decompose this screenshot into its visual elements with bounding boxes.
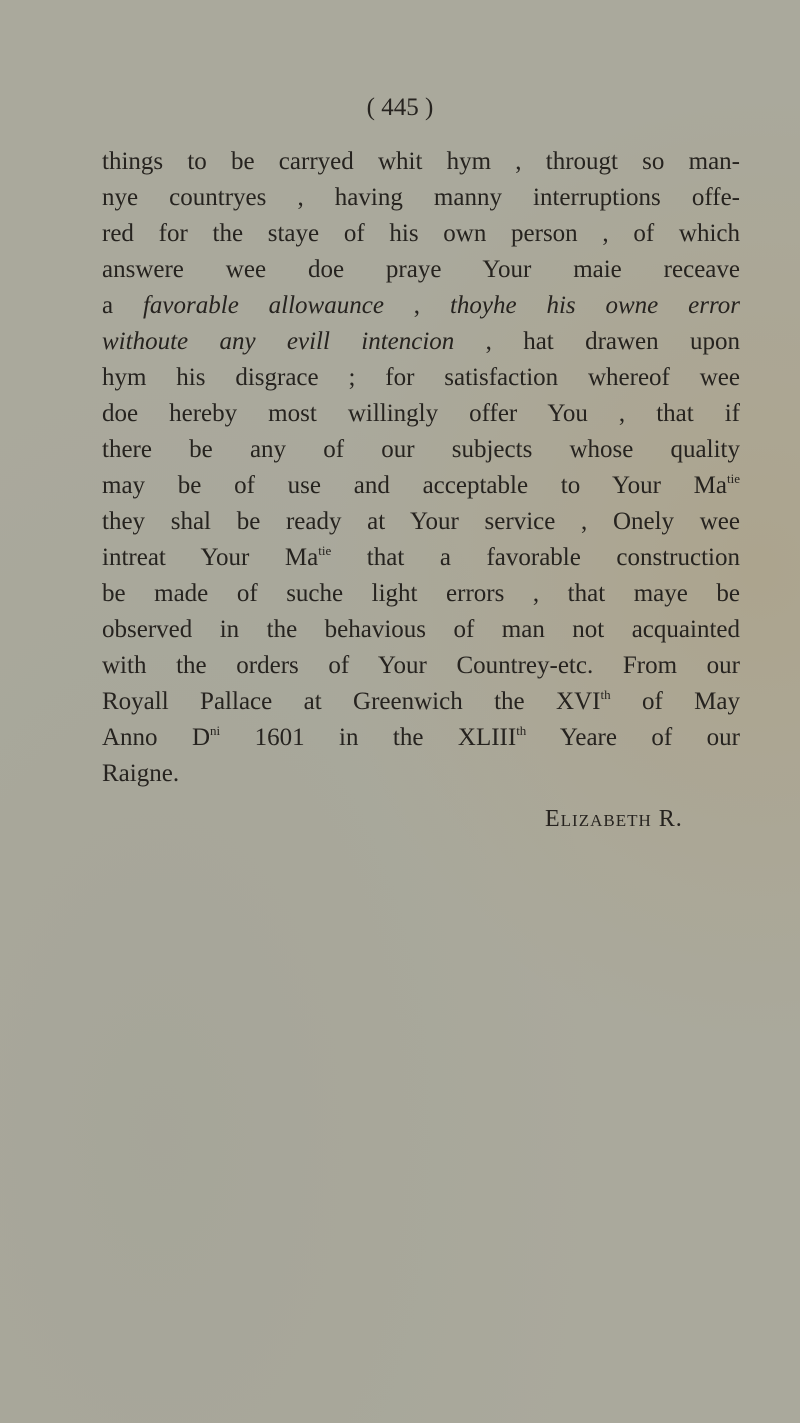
text-line (102, 540, 740, 576)
text-segment: doe hereby most willingly offer You , that if (102, 400, 740, 427)
text-segment: with the orders of Your Countrey-etc. From our (102, 652, 740, 679)
text-line (102, 684, 740, 720)
superscript-text: tie (727, 471, 740, 486)
text-segment: Anno D (102, 724, 211, 751)
text-line (102, 504, 740, 540)
text-line (102, 648, 740, 684)
text-line (102, 180, 740, 216)
text-segment: Raigne. (102, 760, 180, 787)
text-segment: red for the staye of his own person , of which (102, 220, 740, 247)
text-segment: a (102, 292, 143, 319)
italic-text: withoute any evill intencion (102, 328, 455, 355)
text-segment: , hat drawen upon (454, 328, 740, 355)
text-segment: Yeare of our (526, 724, 740, 751)
superscript-text: th (516, 723, 527, 738)
text-segment: they shal be ready at Your service , Onely wee (102, 508, 740, 535)
page-number: ( 445 ) (366, 94, 434, 121)
text-segment: Royall Pallace at Greenwich the XVI (102, 688, 601, 715)
text-line (102, 576, 740, 612)
text-line (102, 252, 740, 288)
superscript-text: tie (318, 543, 332, 558)
text-line (102, 396, 740, 432)
text-line (102, 288, 740, 324)
text-line (102, 612, 740, 648)
text-line (102, 432, 740, 468)
italic-text: thoyhe his owne error (449, 292, 740, 319)
text-segment: answere wee doe praye Your maie receave (102, 256, 740, 283)
italic-text: favorable allowaunce (142, 292, 384, 319)
letter-body (102, 144, 740, 792)
text-segment: intreat Your Ma (102, 544, 319, 571)
text-segment: 1601 in the XLIII (220, 724, 517, 751)
text-segment: of May (610, 688, 740, 715)
signature: Elizabeth R. (545, 806, 683, 832)
text-line (102, 468, 740, 504)
text-segment: be made of suche light errors , that maye be (102, 580, 740, 607)
superscript-text: ni (210, 723, 221, 738)
text-segment: nye countryes , having manny interruptions offe- (102, 184, 740, 211)
text-line (102, 144, 740, 180)
superscript-text: th (600, 687, 611, 702)
text-segment: hym his disgrace ; for satisfaction whereof wee (102, 364, 740, 391)
text-segment: that a favorable construction (331, 544, 740, 571)
text-line (102, 360, 740, 396)
text-line (102, 216, 740, 252)
text-line (102, 324, 740, 360)
text-segment: , (383, 292, 450, 319)
text-segment: there be any of our subjects whose quality (102, 436, 740, 463)
text-segment: may be of use and acceptable to Your Ma (102, 472, 727, 499)
text-segment: observed in the behavious of man not acquainted (102, 616, 740, 643)
text-line (102, 756, 740, 792)
text-line (102, 720, 740, 756)
text-segment: things to be carryed whit hym , througt so man- (102, 148, 740, 175)
